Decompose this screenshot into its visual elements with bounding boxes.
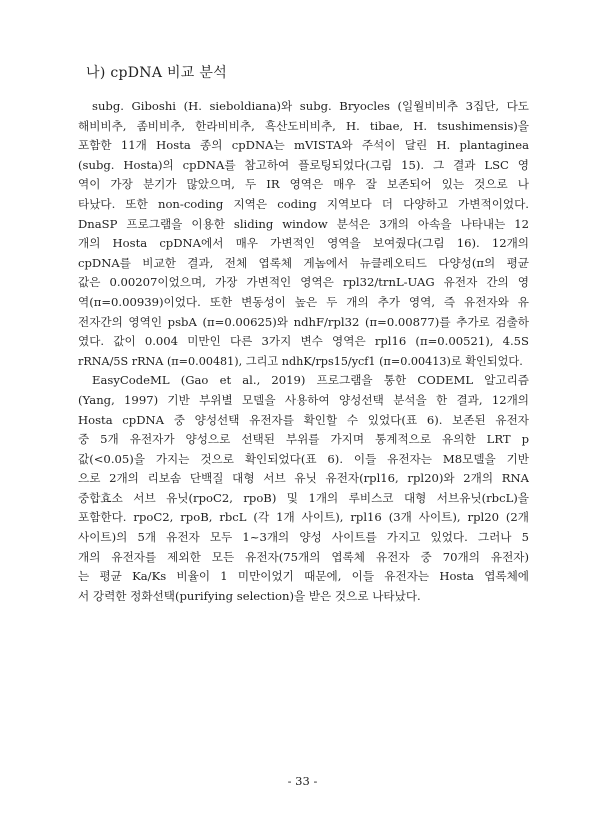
page-number: - 33 - [287, 774, 318, 788]
text-line: (Yang, 1997) 기반 부위별 모델을 사용하여 양성선택 분석을 한 결과, 12개의 [78, 392, 529, 407]
text-line: (subg. Hosta)의 cpDNA를 참고하여 플로팅되었다(그림 15). 그 결과 LSC 영 [78, 157, 529, 172]
text-line: 개의 Hosta cpDNA에서 매우 가변적인 영역을 보여줬다(그림 16). 12개의 [78, 236, 529, 251]
text-line: cpDNA를 비교한 결과, 전체 엽록체 게놈에서 뉴클레오티드 다양성(π의 평균 [78, 255, 529, 270]
body-text [78, 97, 529, 606]
text-line: 개의 유전자를 제외한 모든 유전자(75개의 엽록체 유전자 중 70개의 유전자) [78, 549, 529, 564]
text-line: 포함한 11개 Hosta 종의 cpDNA는 mVISTA와 주석이 달린 H. plantaginea [78, 138, 529, 153]
text-line: 사이트)의 5개 유전자 모두 1~3개의 양성 사이트를 가지고 있었다. 그러나 5 [78, 530, 529, 545]
text-line: 포함한다. rpoC2, rpoB, rbcL (각 1개 사이트), rpl16 (3개 사이트), rpl20 (2개 [78, 510, 529, 525]
text-line: 값(<0.05)을 가지는 것으로 확인되었다(표 6). 이들 유전자는 M8모델을 기반 [78, 451, 529, 466]
text-line: Hosta cpDNA 중 양성선택 유전자를 확인할 수 있었다(표 6). 보존된 유전자 [78, 412, 529, 427]
text-line: 해비비추, 좀비비추, 한라비비추, 흑산도비비추, H. tibae, H. tsushimensis)을 [78, 118, 529, 133]
text-line: 중합효소 서브 유닛(rpoC2, rpoB) 및 1개의 루비스코 대형 서브유닛(rbcL)을 [78, 490, 529, 505]
text-line: 타났다. 또한 non-coding 지역은 coding 지역보다 더 다양하고 가변적이었다. [78, 196, 529, 211]
text-line: 역(π=0.00939)이었다. 또한 변동성이 높은 두 개의 추가 영역, 즉 유전자와 유 [78, 294, 529, 309]
text-line: 서 강력한 정화선택(purifying selection)을 받은 것으로 나타났다. [78, 588, 421, 603]
text-line: DnaSP 프로그램을 이용한 sliding window 분석은 3개의 아속을 나타내는 12 [78, 216, 529, 231]
section-heading: 나) cpDNA 비교 분석 [86, 65, 228, 81]
paragraph-2 [78, 371, 529, 606]
paragraph-1 [78, 97, 529, 371]
text-line: 전자간의 영역인 psbA (π=0.00625)와 ndhF/rpl32 (π=0.00877)를 추가로 검출하 [78, 314, 529, 329]
text-line: 으로 2개의 리보솜 단백질 대형 서브 유닛 유전자(rpl16, rpl20)와 2개의 RNA [78, 471, 529, 486]
text-line: EasyCodeML (Gao et al., 2019) 프로그램을 통한 CODEML 알고리즘 [92, 373, 529, 388]
text-line: 값은 0.00207이었으며, 가장 가변적인 영역은 rpl32/trnL-UAG 유전자 간의 영 [78, 275, 529, 290]
text-line: 는 평균 Ka/Ks 비율이 1 미만이었기 때문에, 이들 유전자는 Hosta 엽록체에 [78, 569, 529, 584]
text-line: 역이 가장 분기가 많았으며, 두 IR 영역은 매우 잘 보존되어 있는 것으로 나 [78, 177, 529, 192]
text-line: 중 5개 유전자가 양성으로 선택된 부위를 가지며 통계적으로 유의한 LRT p [78, 432, 529, 447]
text-line: subg. Giboshi (H. sieboldiana)와 subg. Bryocles (일월비비추 3집단, 다도 [92, 99, 529, 113]
text-line: 였다. 값이 0.004 미만인 다른 3가지 변수 영역은 rpl16 (π=0.00521), 4.5S [78, 334, 529, 349]
text-line: rRNA/5S rRNA (π=0.00481), 그리고 ndhK/rps15/ycf1 (π=0.00413)로 확인되었다. [78, 354, 523, 368]
